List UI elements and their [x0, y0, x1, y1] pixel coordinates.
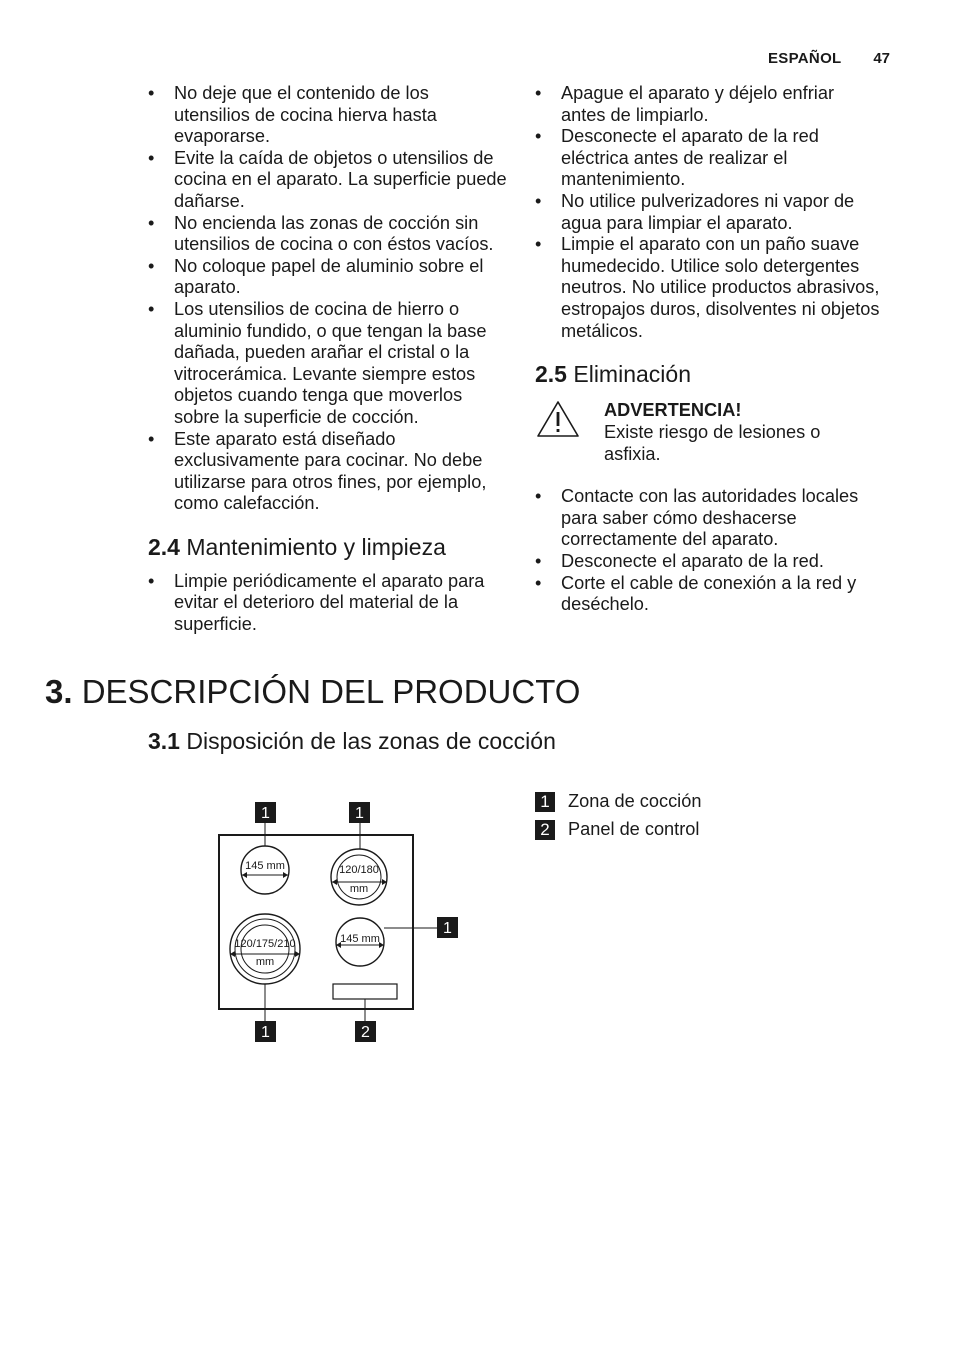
list-item: • Limpie el aparato con un paño suave humedecido. Utilice solo detergentes neutros. No utilice productos abrasivos, estropajos duros, disolventes ni objetos metálicos. — [535, 234, 880, 341]
callout-badge-1 — [437, 917, 458, 938]
svg-text:2: 2 — [361, 1024, 370, 1041]
list-item: • Desconecte el aparato de la red. — [535, 550, 824, 571]
list-item: • Contacte con las autoridades locales para saber cómo deshacerse correctamente del aparato. — [535, 486, 859, 550]
callout-badge-1 — [255, 1021, 276, 1042]
list-item: • No coloque papel de aluminio sobre el aparato. — [148, 255, 484, 298]
warning-box — [535, 399, 880, 473]
list-item: • No encienda las zonas de cocción sin utensilios de cocina o con éstos vacíos. — [148, 212, 494, 255]
cooktop-diagram — [200, 795, 480, 1055]
warning-triangle-icon — [535, 399, 581, 439]
left-column — [148, 83, 508, 636]
header-language: ESPAÑOL — [768, 50, 842, 67]
callout-badge-1 — [255, 802, 276, 823]
zone-size-label: 120/180 — [339, 864, 379, 876]
svg-text:1: 1 — [443, 920, 452, 937]
safety-list-right — [535, 83, 880, 342]
callout-badge-2 — [355, 1021, 376, 1042]
right-column — [535, 83, 880, 616]
svg-text:1: 1 — [261, 1024, 270, 1041]
cooking-zone-top-left — [241, 846, 289, 894]
section-2-4-heading: 2.4 Mantenimiento y limpieza — [148, 533, 446, 560]
page-number: 47 — [873, 50, 890, 67]
cooking-zone-bottom-left — [230, 914, 300, 984]
safety-list-left — [148, 83, 508, 515]
legend-label: Zona de cocción — [568, 791, 702, 811]
callout-badge-1 — [349, 802, 370, 823]
list-item: • Este aparato está diseñado exclusivamente para cocinar. No debe utilizarse para otros fines, por ejemplo, como calefacción. — [148, 428, 487, 514]
zone-size-unit: mm — [255, 956, 275, 968]
list-item: • Limpie periódicamente el aparato para evitar el deterioro del material de la superficie. — [148, 570, 485, 635]
legend-item — [535, 790, 835, 818]
page-header — [760, 50, 890, 70]
list-item: • Evite la caída de objetos o utensilios de cocina en el aparato. La superficie puede dañarse. — [148, 147, 507, 211]
list-item: • Corte el cable de conexión a la red y deséchelo. — [535, 572, 857, 615]
maintenance-list — [148, 571, 508, 636]
list-item: • No deje que el contenido de los utensilios de cocina hierva hasta evaporarse. — [148, 83, 437, 147]
svg-text:1: 1 — [261, 805, 270, 822]
disposal-list — [535, 486, 880, 616]
zone-size-unit: mm — [349, 883, 369, 895]
cooking-zone-bottom-right — [336, 918, 384, 966]
zone-size-label: 145 mm — [340, 933, 380, 945]
list-item: • Los utensilios de cocina de hierro o aluminio fundido, o que tengan la base dañada, pueden arañar el cristal o la vitrocerámica. Levante siempre estos objetos cuando tenga que moverlos sobre la superficie de cocción. — [148, 298, 487, 427]
zone-size-label: 145 mm — [245, 860, 285, 872]
control-panel — [333, 984, 397, 999]
list-item: • Apague el aparato y déjelo enfriar antes de limpiarlo. — [535, 83, 834, 125]
list-item: • Desconecte el aparato de la red eléctrica antes de realizar el mantenimiento. — [535, 126, 819, 190]
svg-text:1: 1 — [355, 805, 364, 822]
cooking-zone-top-right — [331, 849, 387, 905]
chapter-3-heading: 3. DESCRIPCIÓN DEL PRODUCTO — [45, 673, 581, 710]
legend-item — [535, 818, 835, 846]
legend-label: Panel de control — [568, 819, 700, 839]
section-3-1-heading: 3.1 Disposición de las zonas de cocción — [148, 728, 556, 754]
legend-badge: 2 — [535, 820, 555, 840]
warning-title: ADVERTENCIA! — [604, 400, 742, 421]
diagram-legend — [535, 790, 835, 846]
list-item: • No utilice pulverizadores ni vapor de agua para limpiar el aparato. — [535, 190, 855, 233]
warning-text: Existe riesgo de lesiones o asfixia. — [604, 422, 821, 465]
zone-size-label: 120/175/210 — [234, 938, 296, 950]
legend-badge: 1 — [535, 792, 555, 812]
section-2-5-heading: 2.5 Eliminación — [535, 361, 691, 388]
